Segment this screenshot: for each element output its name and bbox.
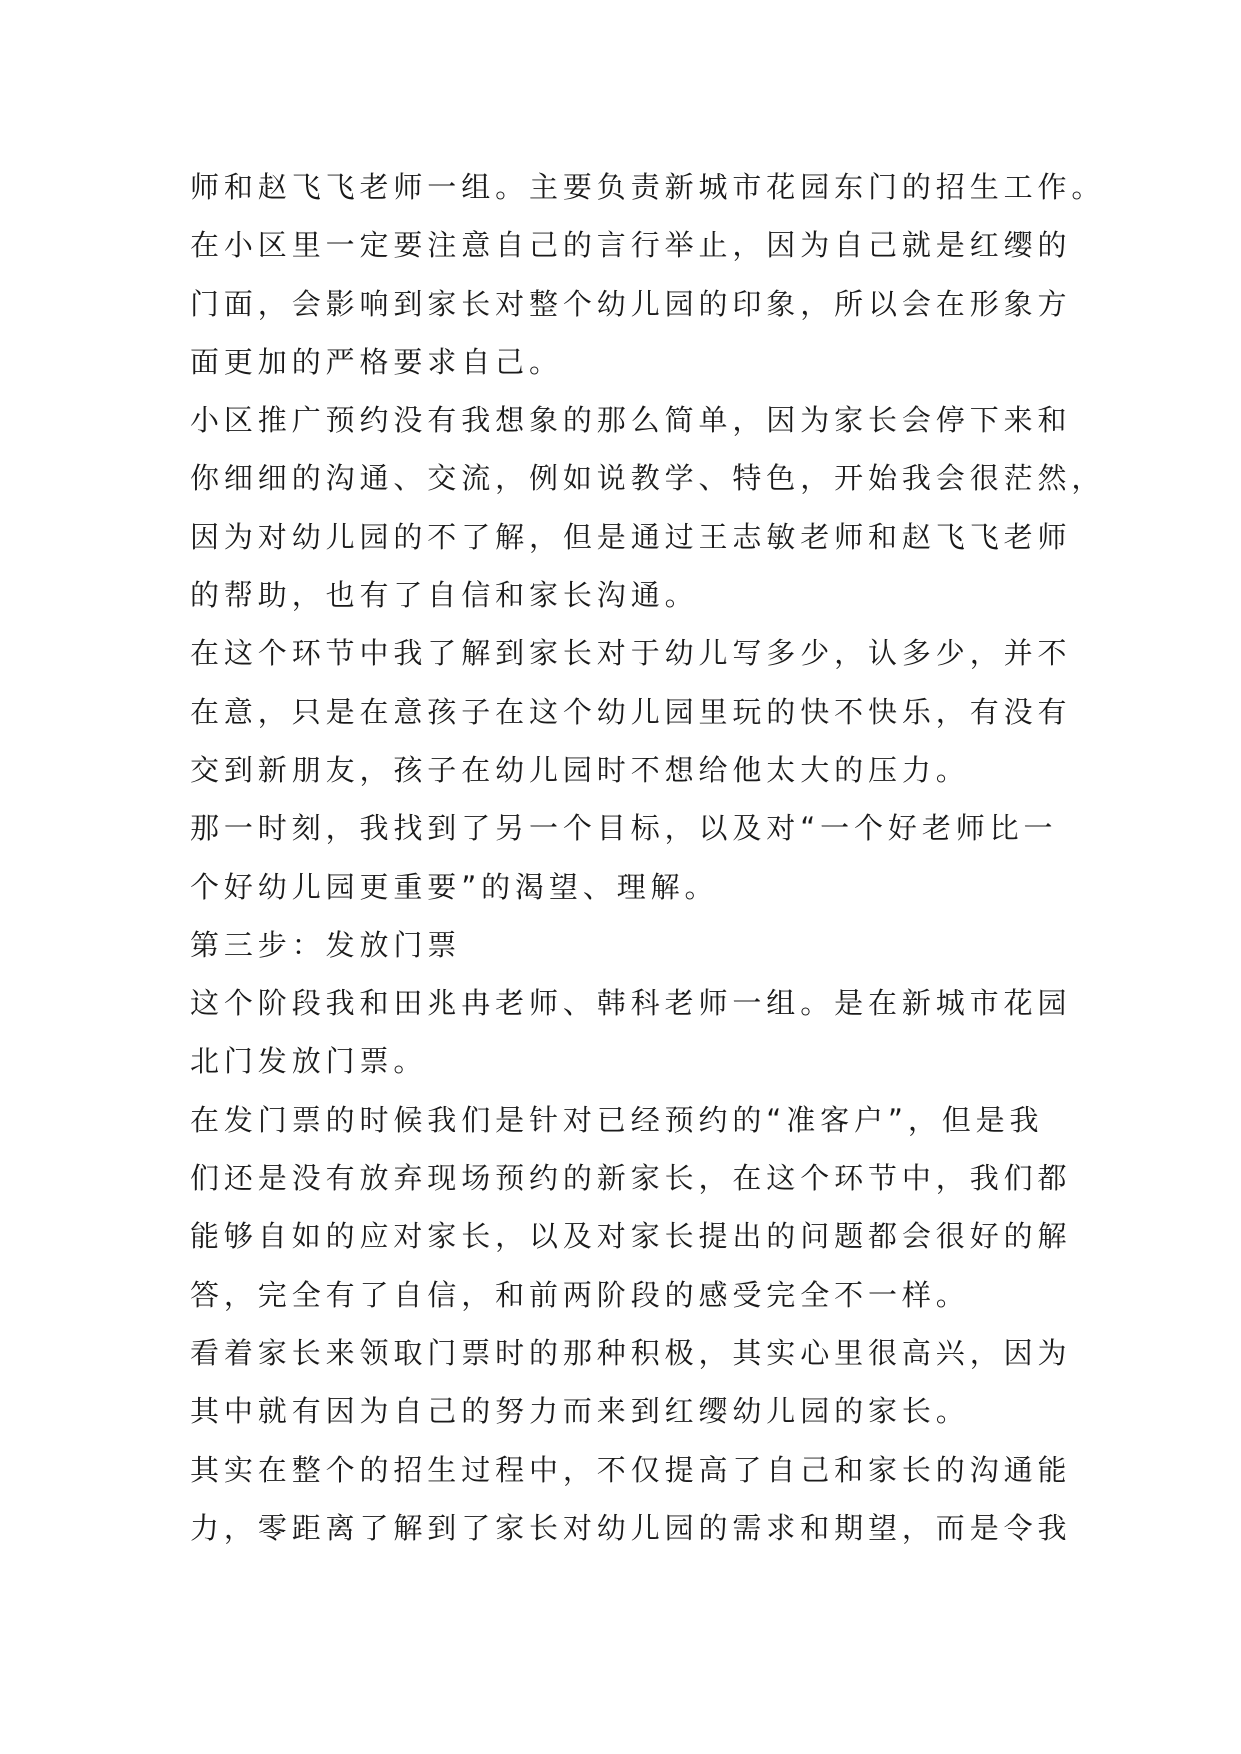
text-line: 在发门票的时候我们是针对已经预约的“准客户”，但是我 [190,1102,1044,1137]
text-line: 在意，只是在意孩子在这个幼儿园里玩的快不快乐，有没有 [190,694,1072,729]
text-line: 因为对幼儿园的不了解，但是通过王志敏老师和赵飞飞老师 [190,519,1072,554]
text-line: 你细细的沟通、交流，例如说教学、特色，开始我会很茫然， [190,461,1106,496]
text-line: 的帮助，也有了自信和家长沟通。 [190,578,699,613]
text-line: 个好幼儿园更重要”的渴望、理解。 [190,869,719,904]
text-line: 们还是没有放弃现场预约的新家长，在这个环节中，我们都 [190,1161,1072,1196]
text-line: 这个阶段我和田兆冉老师、韩科老师一组。是在新城市花园 [190,986,1072,1021]
text-line: 答，完全有了自信，和前两阶段的感受完全不一样。 [190,1277,970,1312]
text-line: 在小区里一定要注意自己的言行举止，因为自己就是红缨的 [190,228,1072,263]
body-text [190,158,1106,1557]
text-line: 其实在整个的招生过程中，不仅提高了自己和家长的沟通能 [190,1452,1072,1487]
text-line: 北门发放门票。 [190,1044,428,1079]
text-line: 小区推广预约没有我想象的那么简单，因为家长会停下来和 [190,403,1072,438]
text-line: 交到新朋友，孩子在幼儿园时不想给他太大的压力。 [190,752,970,787]
text-line: 其中就有因为自己的努力而来到红缨幼儿园的家长。 [190,1394,970,1429]
text-line: 能够自如的应对家长，以及对家长提出的问题都会很好的解 [190,1219,1072,1254]
text-line: 在这个环节中我了解到家长对于幼儿写多少，认多少，并不 [190,636,1072,671]
text-line: 看着家长来领取门票时的那种积极，其实心里很高兴，因为 [190,1335,1072,1370]
text-line: 那一时刻，我找到了另一个目标，以及对“一个好老师比一 [190,811,1058,846]
text-line: 力，零距离了解到了家长对幼儿园的需求和期望，而是令我 [190,1510,1072,1545]
section-heading: 第三步：发放门票 [190,927,462,962]
text-line: 门面，会影响到家长对整个幼儿园的印象，所以会在形象方 [190,286,1072,321]
text-line: 师和赵飞飞老师一组。主要负责新城市花园东门的招生工作。 [190,170,1106,204]
text-line: 面更加的严格要求自己。 [190,344,563,379]
